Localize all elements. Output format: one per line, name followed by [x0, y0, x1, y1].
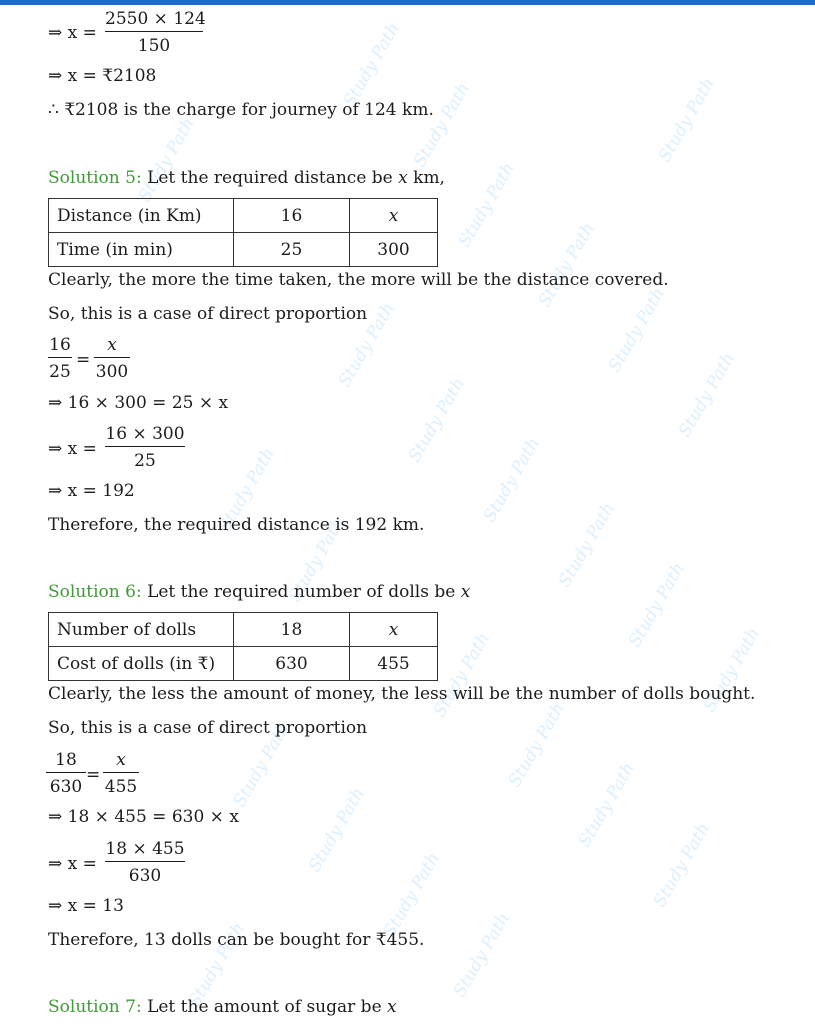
watermark-text: Study Path — [409, 79, 475, 171]
fraction-bar — [46, 772, 86, 773]
solution-heading: Solution 7: — [48, 997, 142, 1017]
fraction — [46, 749, 86, 798]
watermark-text: Study Path — [449, 909, 515, 1001]
table-row — [49, 647, 438, 681]
fraction-bar — [103, 772, 139, 773]
solution-intro — [48, 996, 397, 1018]
watermark-text: Study Path — [429, 629, 495, 721]
proportion-table — [48, 612, 438, 681]
numerator: 18 — [55, 750, 77, 770]
watermark-text: Study Path — [649, 819, 715, 911]
watermark-text: Study Path — [404, 374, 470, 466]
equation-lhs: ⇒ x = — [48, 854, 97, 874]
table-cell: Time (in min) — [49, 233, 234, 267]
denominator: 455 — [104, 777, 138, 797]
denominator: 300 — [95, 362, 129, 382]
proportion-table — [48, 198, 438, 267]
watermark-text: Study Path — [699, 624, 765, 716]
intro-variable: x — [387, 997, 397, 1017]
watermark-text: Study Path — [379, 849, 445, 941]
fraction — [105, 838, 185, 887]
fraction — [103, 749, 139, 798]
watermark-text: Study Path — [214, 444, 280, 536]
solution-intro — [48, 581, 470, 603]
table-cell: 630 — [234, 647, 350, 681]
numerator: 2550 × 124 — [105, 9, 206, 29]
watermark-text: Study Path — [304, 784, 370, 876]
equals-sign: = — [76, 350, 91, 370]
table-row — [49, 199, 438, 233]
denominator: 25 — [49, 362, 71, 382]
numerator: 16 × 300 — [105, 424, 185, 444]
watermark-text: Study Path — [604, 284, 670, 376]
denominator: 630 — [128, 866, 162, 886]
intro-suffix: km, — [407, 168, 445, 188]
fraction-bar — [105, 446, 185, 447]
watermark-text: Study Path — [284, 514, 350, 606]
reasoning-text: Clearly, the less the amount of money, the less will be the number of dolls bought. — [48, 684, 756, 704]
fraction — [105, 8, 206, 57]
table-row — [49, 613, 438, 647]
equation-line: ⇒ 18 × 455 = 630 × x — [48, 807, 239, 827]
table-cell: x — [350, 613, 438, 647]
denominator: 630 — [49, 777, 83, 797]
denominator: 25 — [134, 451, 156, 471]
table-cell: 455 — [350, 647, 438, 681]
fraction-bar — [105, 861, 185, 862]
watermark-text: Study Path — [229, 719, 295, 811]
top-accent-bar — [0, 0, 815, 5]
conclusion-text: Therefore, 13 dolls can be bought for ₹455. — [48, 930, 425, 950]
table-cell: 300 — [350, 233, 438, 267]
intro-text: Let the required number of dolls be — [147, 582, 461, 602]
proportion-case-text: So, this is a case of direct proportion — [48, 304, 368, 324]
watermark-text: Study Path — [134, 114, 200, 206]
table-cell: Distance (in Km) — [49, 199, 234, 233]
equation-line: ⇒ 16 × 300 = 25 × x — [48, 393, 229, 413]
fraction — [48, 334, 72, 383]
reasoning-text: Clearly, the more the time taken, the more will be the distance covered. — [48, 270, 669, 290]
solution-heading: Solution 5: — [48, 168, 142, 188]
conclusion-text: Therefore, the required distance is 192 km. — [48, 515, 425, 535]
intro-variable: x — [398, 168, 408, 188]
fraction-bar — [48, 357, 72, 358]
solution-intro — [48, 167, 445, 189]
watermark-text: Study Path — [504, 699, 570, 791]
intro-text: Let the required distance be — [147, 168, 399, 188]
fraction — [94, 334, 130, 383]
equals-sign: = — [86, 765, 101, 785]
table-cell: x — [350, 199, 438, 233]
equation-line: ⇒ x = ₹2108 — [48, 66, 157, 86]
table-cell: 18 — [234, 613, 350, 647]
watermark-text: Study Path — [554, 499, 620, 591]
table-row — [49, 233, 438, 267]
denominator: 150 — [137, 36, 171, 56]
table-cell: 16 — [234, 199, 350, 233]
numerator: x — [116, 750, 126, 770]
proportion-case-text: So, this is a case of direct proportion — [48, 718, 368, 738]
equation-line: ⇒ x = 192 — [48, 481, 135, 501]
watermark-text: Study Path — [454, 159, 520, 251]
watermark-text: Study Path — [654, 74, 720, 166]
numerator: x — [107, 335, 117, 355]
solution-heading: Solution 6: — [48, 582, 142, 602]
intro-variable: x — [460, 582, 471, 602]
numerator: 18 × 455 — [105, 839, 185, 859]
watermark-text: Study Path — [574, 759, 640, 851]
watermark-text: Study Path — [184, 919, 250, 1011]
table-cell: 25 — [234, 233, 350, 267]
conclusion-text: ∴ ₹2108 is the charge for journey of 124 km. — [48, 100, 434, 120]
watermark-text: Study Path — [624, 559, 690, 651]
watermark-text: Study Path — [479, 434, 545, 526]
watermark-text: Study Path — [339, 19, 405, 111]
watermark-text: Study Path — [674, 349, 740, 441]
fraction — [105, 423, 185, 472]
equation-lhs: ⇒ x = — [48, 439, 97, 459]
equation-lhs: ⇒ x = — [48, 23, 97, 43]
watermark-text: Study Path — [534, 219, 600, 311]
equation-line: ⇒ x = 13 — [48, 896, 124, 916]
fraction-bar — [94, 357, 130, 358]
watermark-text: Study Path — [334, 299, 400, 391]
table-cell: Number of dolls — [49, 613, 234, 647]
intro-text: Let the amount of sugar be — [147, 997, 388, 1017]
numerator: 16 — [49, 335, 71, 355]
fraction-bar — [105, 31, 203, 32]
table-cell: Cost of dolls (in ₹) — [49, 647, 234, 681]
